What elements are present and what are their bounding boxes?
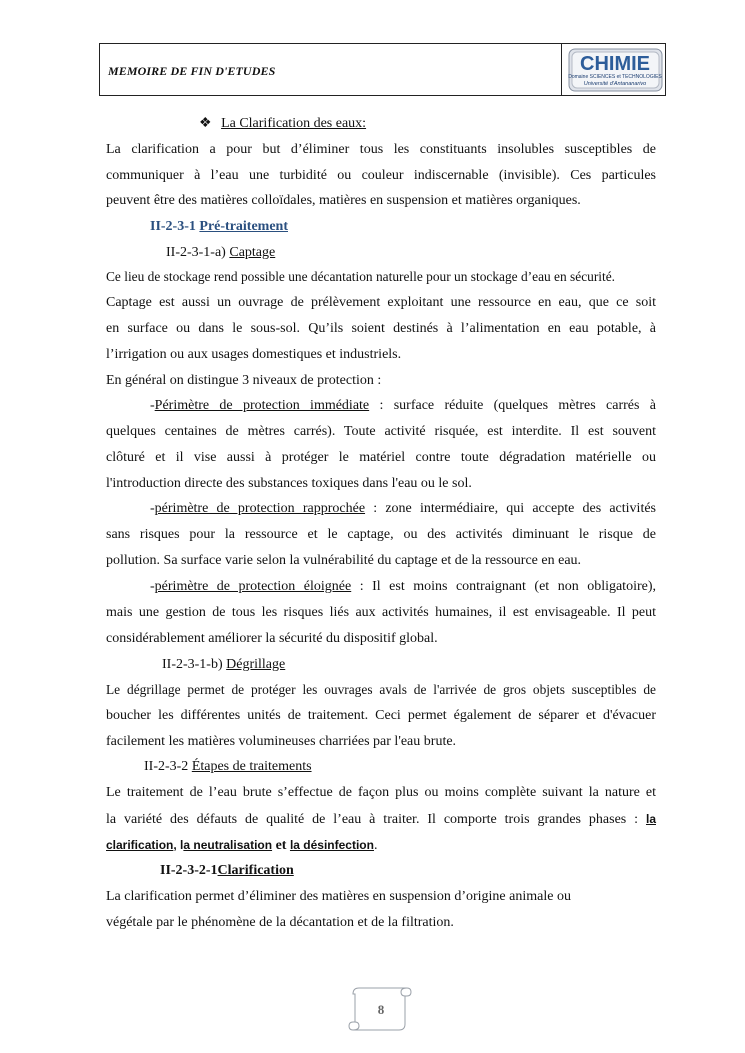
text-line: La clarification permet d’éliminer des matières en suspension d’origine animale ou: [106, 889, 571, 904]
text-line: végétale par le phénomène de la décantation et de la filtration.: [106, 915, 454, 930]
text-line: pollution. Sa surface varie selon la vulnérabilité du captage et de la ressource en eau.: [106, 553, 582, 568]
text-line: boucher les différentes unités de traitement. Ceci permet également de séparer et d'évacuer: [106, 708, 656, 723]
list-item: -périmètre de protection éloignée : Il est moins contraignant (et non obligatoire),: [150, 579, 656, 594]
text-line: considérablement améliorer la sécurité du dispositif global.: [106, 631, 438, 646]
diamond-bullet-icon: ❖: [199, 116, 212, 131]
text-line: Captage est aussi un ouvrage de prélèvement exploitant une ressource en eau, que ce soit: [106, 295, 656, 310]
logo-text: CHIMIE: [580, 53, 650, 75]
subsection-heading: II-2-3-1 Pré-traitement: [150, 219, 288, 234]
subsection-heading: II-2-3-2 Étapes de traitements: [144, 759, 312, 774]
text-line: sans risques pour la ressource et le captage, ou des activités diminuant le risque de: [106, 527, 656, 542]
text-line: la variété des défauts de qualité de l’eau à traiter. Il comporte trois grandes phases : la: [106, 812, 656, 827]
section-heading: ❖ La Clarification des eaux:: [199, 116, 367, 131]
text-line: l’irrigation ou aux usages domestiques et industriels.: [106, 347, 402, 362]
text-line: clarification, la neutralisation et la désinfection.: [106, 838, 378, 853]
list-item: -périmètre de protection rapprochée : zone intermédiaire, qui accepte des activités: [150, 501, 656, 516]
subsubsection-heading: II-2-3-1-a) Captage: [166, 245, 276, 260]
subsubsection-heading: II-2-3-1-b) Dégrillage: [162, 657, 286, 672]
text-line: facilement les matières volumineuses charriées par l'eau brute.: [106, 734, 457, 749]
page-header: [99, 43, 666, 96]
header-title: MEMOIRE DE FIN D'ETUDES: [108, 64, 276, 78]
text-line: La clarification a pour but d’éliminer tous les constituants insolubles susceptibles de: [106, 142, 656, 157]
text-line: clôturé et il vise aussi à protéger le matériel contre toute dégradation matérielle ou: [106, 450, 656, 465]
text-line: Le traitement de l’eau brute s’effectue de façon plus ou moins complète suivant la nature et: [106, 785, 656, 800]
page-number-scroll: [345, 982, 415, 1034]
text-line: Le dégrillage permet de protéger les ouvrages avals de l'arrivée de gros objets susceptibles de: [106, 682, 656, 697]
header-divider: [561, 44, 562, 95]
text-line: communiquer à l’eau une turbidité ou couleur indiscernable (invisible). Ces particules: [106, 168, 656, 183]
svg-text:Université d'Antananarivo: Université d'Antananarivo: [583, 81, 647, 87]
text-line: quelques centaines de mètres carrés). Toute activité risquée, est interdite. Il est souvent: [106, 424, 656, 439]
chimie-logo: [568, 48, 663, 92]
text-line: Ce lieu de stockage rend possible une décantation naturelle pour un stockage d’eau en sécurité.: [106, 269, 616, 284]
text-line: peuvent être des matières colloïdales, matières en suspension et matières organiques.: [106, 193, 581, 208]
text-line: mais une gestion de tous les risques liés aux activités humaines, il est envisageable. Il peut: [106, 605, 656, 620]
text-line: En général on distingue 3 niveaux de protection :: [106, 373, 382, 388]
svg-text:Domaine SCIENCES et TECHNOLOGI: Domaine SCIENCES et TECHNOLOGIES: [568, 74, 662, 80]
text-line: l'introduction directe des substances toxiques dans l'eau ou le sol.: [106, 476, 472, 491]
text-line: en surface ou dans le sous-sol. Qu’ils soient destinés à l’alimentation en eau potable, à: [106, 321, 656, 336]
list-item: -Périmètre de protection immédiate : surface réduite (quelques mètres carrés à: [150, 398, 657, 413]
subsubsection-heading: II-2-3-2-1Clarification: [160, 863, 294, 878]
page-number: 8: [377, 1002, 385, 1017]
